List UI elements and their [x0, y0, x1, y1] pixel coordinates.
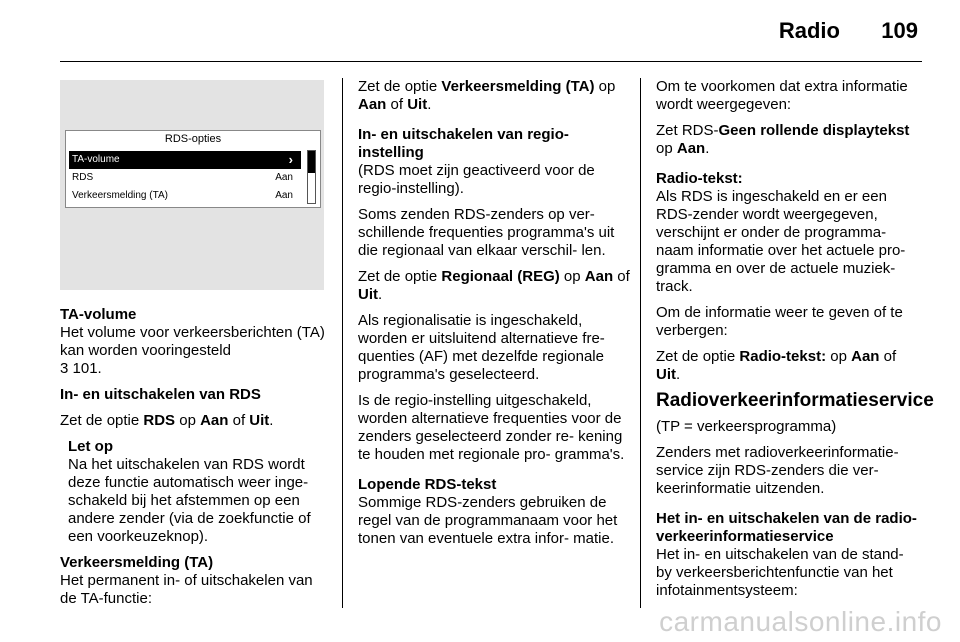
column-1	[60, 306, 330, 616]
section-heading: Het in- en uitschakelen van de radio- verkeerinformatieservice	[656, 510, 917, 545]
paragraph: Zet de optie Verkeersmelding (TA) op Aan of Uit.	[358, 78, 616, 113]
menu-row-rds	[69, 169, 301, 187]
watermark: carmanualsonline.info	[659, 606, 942, 637]
paragraph: Is de regio-instelling uitgeschakeld, worden alternatieve frequenties voor de zenders geselecteerd zonder re- kening te houden met regionale pro- gramma's.	[358, 392, 625, 463]
page-title: Radio	[778, 18, 840, 43]
menu-row-label: RDS	[72, 172, 94, 183]
paragraph: Om de informatie weer te geven of te verbergen:	[656, 304, 903, 339]
column-3	[656, 78, 934, 608]
paragraph: Zet de optie RDS op Aan of Uit.	[60, 412, 274, 429]
paragraph: Zenders met radioverkeerinformatie- service zijn RDS-zenders die ver- keerinformatie uitzenden.	[656, 444, 899, 497]
scrollbar-thumb	[308, 151, 315, 173]
section-heading: In- en uitschakelen van regio- instelling	[358, 126, 569, 161]
note-block	[60, 438, 330, 546]
paragraph: Het volume voor verkeersberichten (TA) kan worden vooringesteld 3 101.	[60, 324, 325, 377]
paragraph: Als regionalisatie is ingeschakeld, worden er uitsluitend alternatieve fre- quenties (AF) met dezelfde regionale programma's geselecteerd.	[358, 312, 605, 383]
paragraph: Het in- en uitschakelen van de stand- by verkeersberichtenfunctie van het infotainmentsysteem:	[656, 546, 904, 599]
menu-row-label: TA-volume	[72, 154, 120, 165]
header-divider	[60, 61, 922, 62]
menu-row-ta-volume	[69, 151, 301, 169]
display-screen	[65, 130, 321, 208]
paragraph: Sommige RDS-zenders gebruiken de regel van de programmanaam voor het tonen van eventuele extra infor- matie.	[358, 494, 618, 547]
column-divider-2	[640, 78, 641, 608]
note-text: Na het uitschakelen van RDS wordt deze functie automatisch weer inge- schakeld bij het afstemmen op een andere zender (via de zoekfunctie of een voorkeuzeknop).	[68, 456, 311, 545]
paragraph: Als RDS is ingeschakeld en er een RDS-zender wordt weergegeven, verschijnt er onder de programma- naam informatie over het actuele pro- gramma en over de actuele muziek- track.	[656, 188, 906, 295]
menu-row-ta	[69, 187, 301, 205]
page-reference: 3 101.	[60, 360, 102, 377]
screen-title: RDS-opties	[164, 133, 222, 145]
page-header	[0, 0, 960, 60]
column-divider-1	[342, 78, 343, 608]
paragraph: Om te voorkomen dat extra informatie wordt weergegeven:	[656, 78, 908, 113]
paragraph: Zet RDS-Geen rollende displaytekst op Aan.	[656, 122, 910, 157]
page-number: 109	[881, 18, 918, 43]
scrollbar	[307, 150, 316, 204]
section-heading: In- en uitschakelen van RDS	[60, 386, 261, 403]
section-heading: Radio-tekst:	[656, 170, 743, 187]
column-2	[358, 78, 630, 556]
paragraph: (RDS moet zijn geactiveerd voor de regio-instelling).	[358, 162, 595, 197]
section-heading: TA-volume	[60, 306, 137, 323]
menu-row-label: Verkeersmelding (TA)	[72, 190, 168, 201]
menu-row-value: Aan	[275, 190, 293, 201]
section-heading: Verkeersmelding (TA)	[60, 554, 214, 571]
rds-options-figure	[60, 80, 324, 290]
paragraph: Het permanent in- of uitschakelen van de TA-functie:	[60, 572, 313, 607]
paragraph: Soms zenden RDS-zenders op ver- schillende frequenties programma's uit die regionaal van elkaar verschil- len.	[358, 206, 615, 259]
paragraph: (TP = verkeersprogramma)	[656, 418, 837, 435]
menu-row-value: Aan	[275, 172, 293, 183]
section-heading: Lopende RDS-tekst	[358, 476, 497, 493]
note-heading: Let op	[68, 438, 113, 455]
paragraph: Zet de optie Radio-tekst: op Aan of Uit.	[656, 348, 897, 383]
chevron-right-icon: ›	[288, 152, 293, 167]
paragraph: Zet de optie Regionaal (REG) op Aan of Uit.	[358, 268, 630, 303]
section-heading-large: Radioverkeerinformatieservice	[656, 390, 934, 411]
